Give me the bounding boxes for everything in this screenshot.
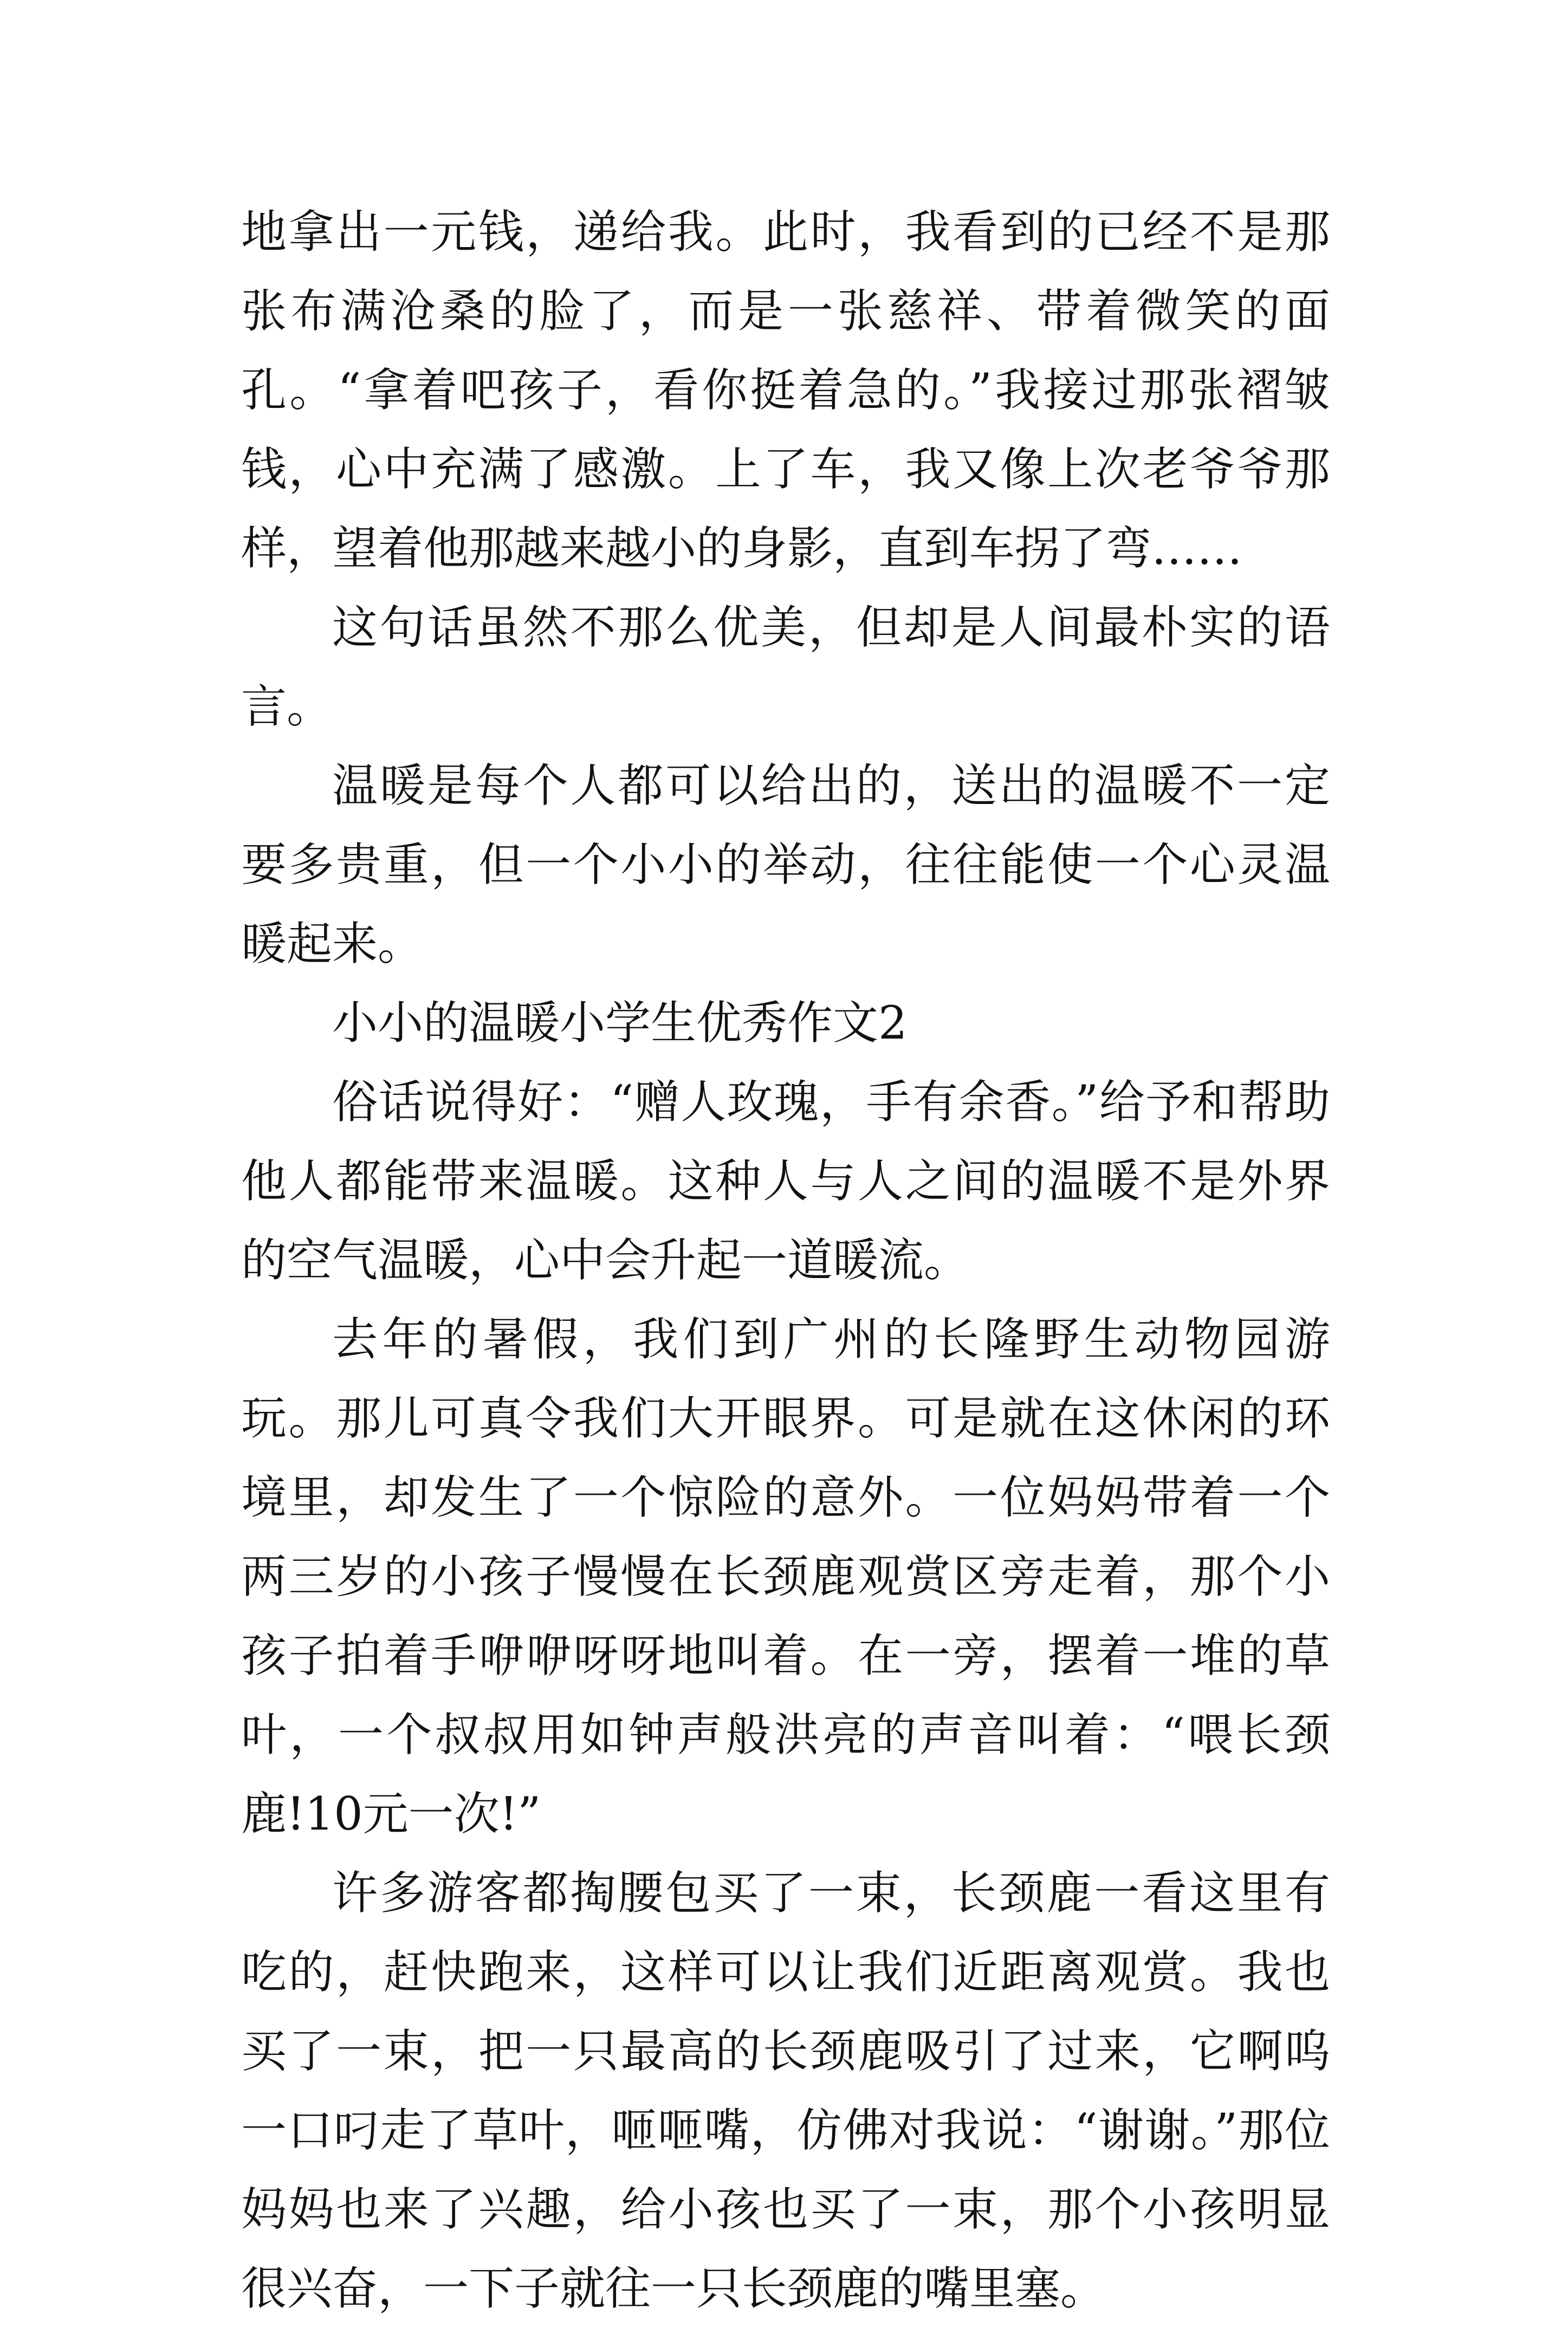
- paragraph: 这句话虽然不那么优美，但却是人间最朴实的语言。: [241, 601, 1330, 733]
- section-heading: 小小的温暖小学生优秀作文2: [332, 996, 908, 1049]
- document-body: [241, 192, 1330, 2328]
- paragraph: 去年的暑假，我们到广州的长隆野生动物园游玩。那儿可真令我们大开眼界。可是就在这休闲的环境里，却发生了一个惊险的意外。一位妈妈带着一个两三岁的小孩子慢慢在长颈鹿观赏区旁走着，那个小孩子拍着手咿咿呀呀地叫着。在一旁，摆着一堆的草叶，一个叔叔用如钟声般洪亮的声音叫着：“喂长颈鹿!10元一次!”: [241, 1313, 1330, 1840]
- paragraph: 许多游客都掏腰包买了一束，长颈鹿一看这里有吃的，赶快跑来，这样可以让我们近距离观赏。我也买了一束，把一只最高的长颈鹿吸引了过来，它啊呜一口叼走了草叶，咂咂嘴，仿佛对我说：“谢谢。”那位妈妈也来了兴趣，给小孩也买了一束，那个小孩明显很兴奋，一下子就往一只长颈鹿的嘴里塞。: [241, 1866, 1330, 2315]
- paragraph: 地拿出一元钱，递给我。此时，我看到的已经不是那张布满沧桑的脸了，而是一张慈祥、带着微笑的面孔。“拿着吧孩子，看你挺着急的。”我接过那张褶皱钱，心中充满了感激。上了车，我又像上次老爷爷那样，望着他那越来越小的身影，直到车拐了弯……: [241, 205, 1330, 575]
- paragraph: 俗话说得好：“赠人玫瑰，手有余香。”给予和帮助他人都能带来温暖。这种人与人之间的温暖不是外界的空气温暖，心中会升起一道暖流。: [241, 1075, 1330, 1287]
- paragraph: 温暖是每个人都可以给出的，送出的温暖不一定要多贵重，但一个小小的举动，往往能使一个心灵温暖起来。: [241, 759, 1330, 970]
